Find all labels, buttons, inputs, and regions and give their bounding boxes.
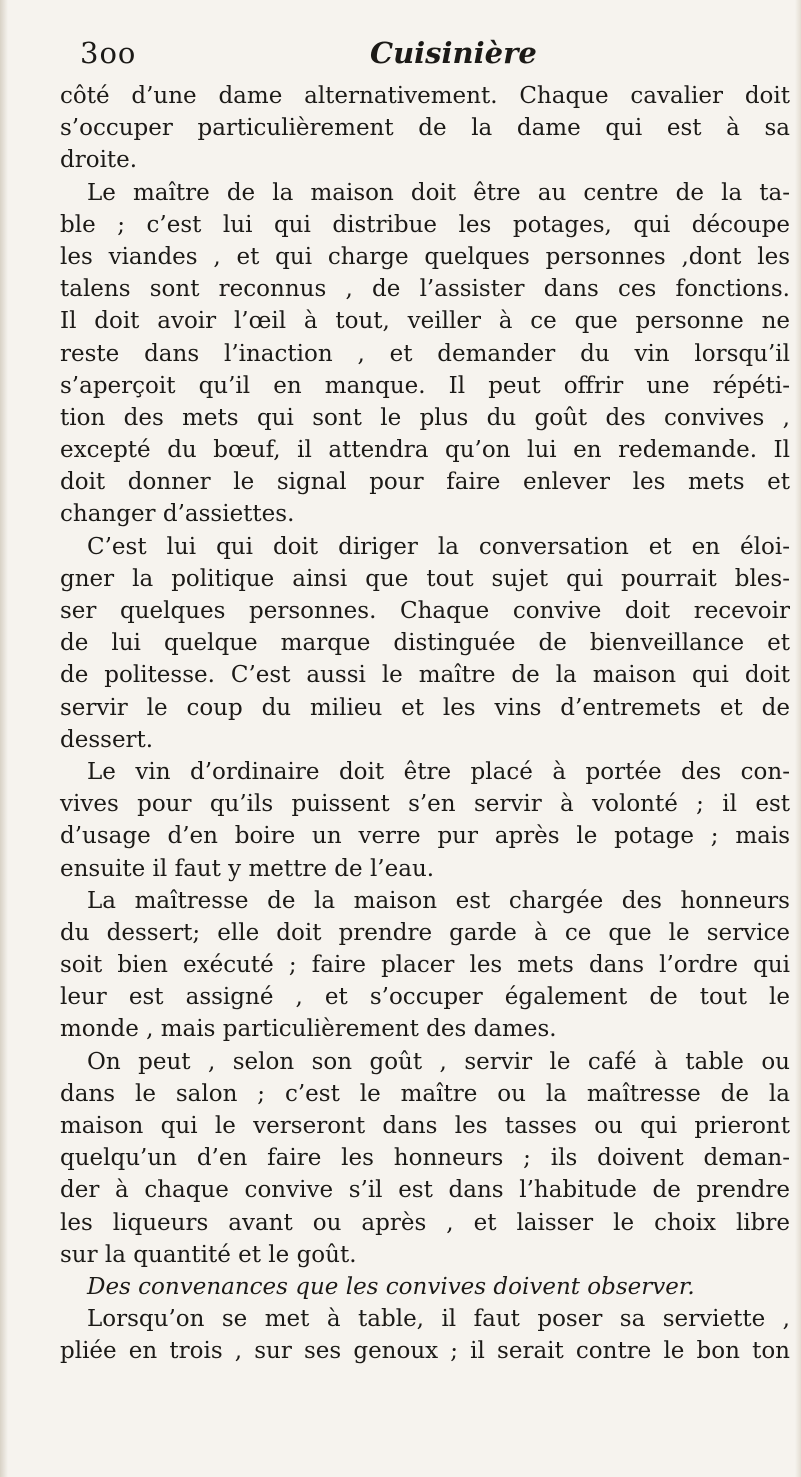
text-line: Il doit avoir l’œil à tout, veiller à ce que personne ne bbox=[60, 308, 790, 335]
text-line: changer d’assiettes. bbox=[60, 501, 295, 528]
page-edge-right bbox=[795, 0, 801, 1477]
text-line: dessert. bbox=[60, 726, 154, 753]
text-line: de politesse. C’est aussi le maître de la maison qui doit bbox=[60, 662, 790, 689]
text-line: pliée en trois , sur ses genoux ; il serait contre le bon ton bbox=[60, 1338, 790, 1365]
text-line: servir le coup du milieu et les vins d’entremets et de bbox=[60, 694, 790, 721]
text-line: excepté du bœuf, il attendra qu’on lui en redemande. Il bbox=[60, 437, 790, 464]
text-line: gner la politique ainsi que tout sujet qui pourrait bles- bbox=[60, 565, 790, 592]
text-line: soit bien exécuté ; faire placer les mets dans l’ordre qui bbox=[60, 952, 790, 979]
section-heading: Des convenances que les convives doivent observer. bbox=[87, 1273, 695, 1300]
text-line: ser quelques personnes. Chaque convive doit recevoir bbox=[60, 598, 790, 624]
text-line: droite. bbox=[60, 147, 138, 174]
body-text bbox=[60, 80, 790, 1368]
text-line: côté d’une dame alternativement. Chaque cavalier doit bbox=[60, 83, 790, 109]
text-line: der à chaque convive s’il est dans l’habitude de prendre bbox=[60, 1177, 790, 1204]
text-line: Le maître de la maison doit être au centre de la ta- bbox=[87, 179, 790, 206]
page-header bbox=[80, 36, 775, 76]
text-line: ble ; c’est lui qui distribue les potages, qui découpe bbox=[60, 211, 790, 238]
text-line: maison qui le verseront dans les tasses ou qui prieront bbox=[60, 1113, 790, 1139]
text-line: On peut , selon son goût , servir le café à table ou bbox=[87, 1048, 790, 1075]
text-line: s’aperçoit qu’il en manque. Il peut offrir une répéti- bbox=[60, 372, 790, 399]
text-line: Lorsqu’on se met à table, il faut poser sa serviette , bbox=[87, 1306, 790, 1333]
text-line: leur est assigné , et s’occuper également de tout le bbox=[60, 984, 790, 1011]
text-line: les viandes , et qui charge quelques personnes ,dont les bbox=[60, 243, 790, 270]
text-line: C’est lui qui doit diriger la conversation et en éloi- bbox=[87, 533, 790, 560]
text-line: monde , mais particulièrement des dames. bbox=[60, 1016, 557, 1043]
text-line: dans le salon ; c’est le maître ou la maîtresse de la bbox=[60, 1080, 790, 1107]
text-line: doit donner le signal pour faire enlever les mets et bbox=[60, 469, 790, 496]
text-line: les liqueurs avant ou après , et laisser le choix libre bbox=[60, 1209, 790, 1236]
text-line: d’usage d’en boire un verre pur après le potage ; mais bbox=[60, 823, 790, 850]
running-title: Cuisinière bbox=[370, 36, 537, 70]
text-line: du dessert; elle doit prendre garde à ce que le service bbox=[60, 919, 790, 946]
text-line: La maîtresse de la maison est chargée des honneurs bbox=[87, 887, 790, 914]
text-line: tion des mets qui sont le plus du goût des convives , bbox=[60, 404, 790, 431]
page-edge-shadow bbox=[0, 0, 8, 1477]
page-number: 3oo bbox=[80, 36, 137, 70]
text-line: ensuite il faut y mettre de l’eau. bbox=[60, 855, 435, 882]
text-line: quelqu’un d’en faire les honneurs ; ils doivent deman- bbox=[60, 1145, 790, 1172]
text-line: reste dans l’inaction , et demander du vin lorsqu’il bbox=[60, 340, 790, 367]
text-line: vives pour qu’ils puissent s’en servir à volonté ; il est bbox=[60, 791, 790, 818]
text-line: talens sont reconnus , de l’assister dans ces fonctions. bbox=[60, 276, 790, 303]
text-line: s’occuper particulièrement de la dame qui est à sa bbox=[60, 115, 790, 142]
text-line: Le vin d’ordinaire doit être placé à portée des con- bbox=[87, 758, 790, 785]
text-line: sur la quantité et le goût. bbox=[60, 1241, 357, 1268]
text-line: de lui quelque marque distinguée de bienveillance et bbox=[60, 630, 790, 657]
